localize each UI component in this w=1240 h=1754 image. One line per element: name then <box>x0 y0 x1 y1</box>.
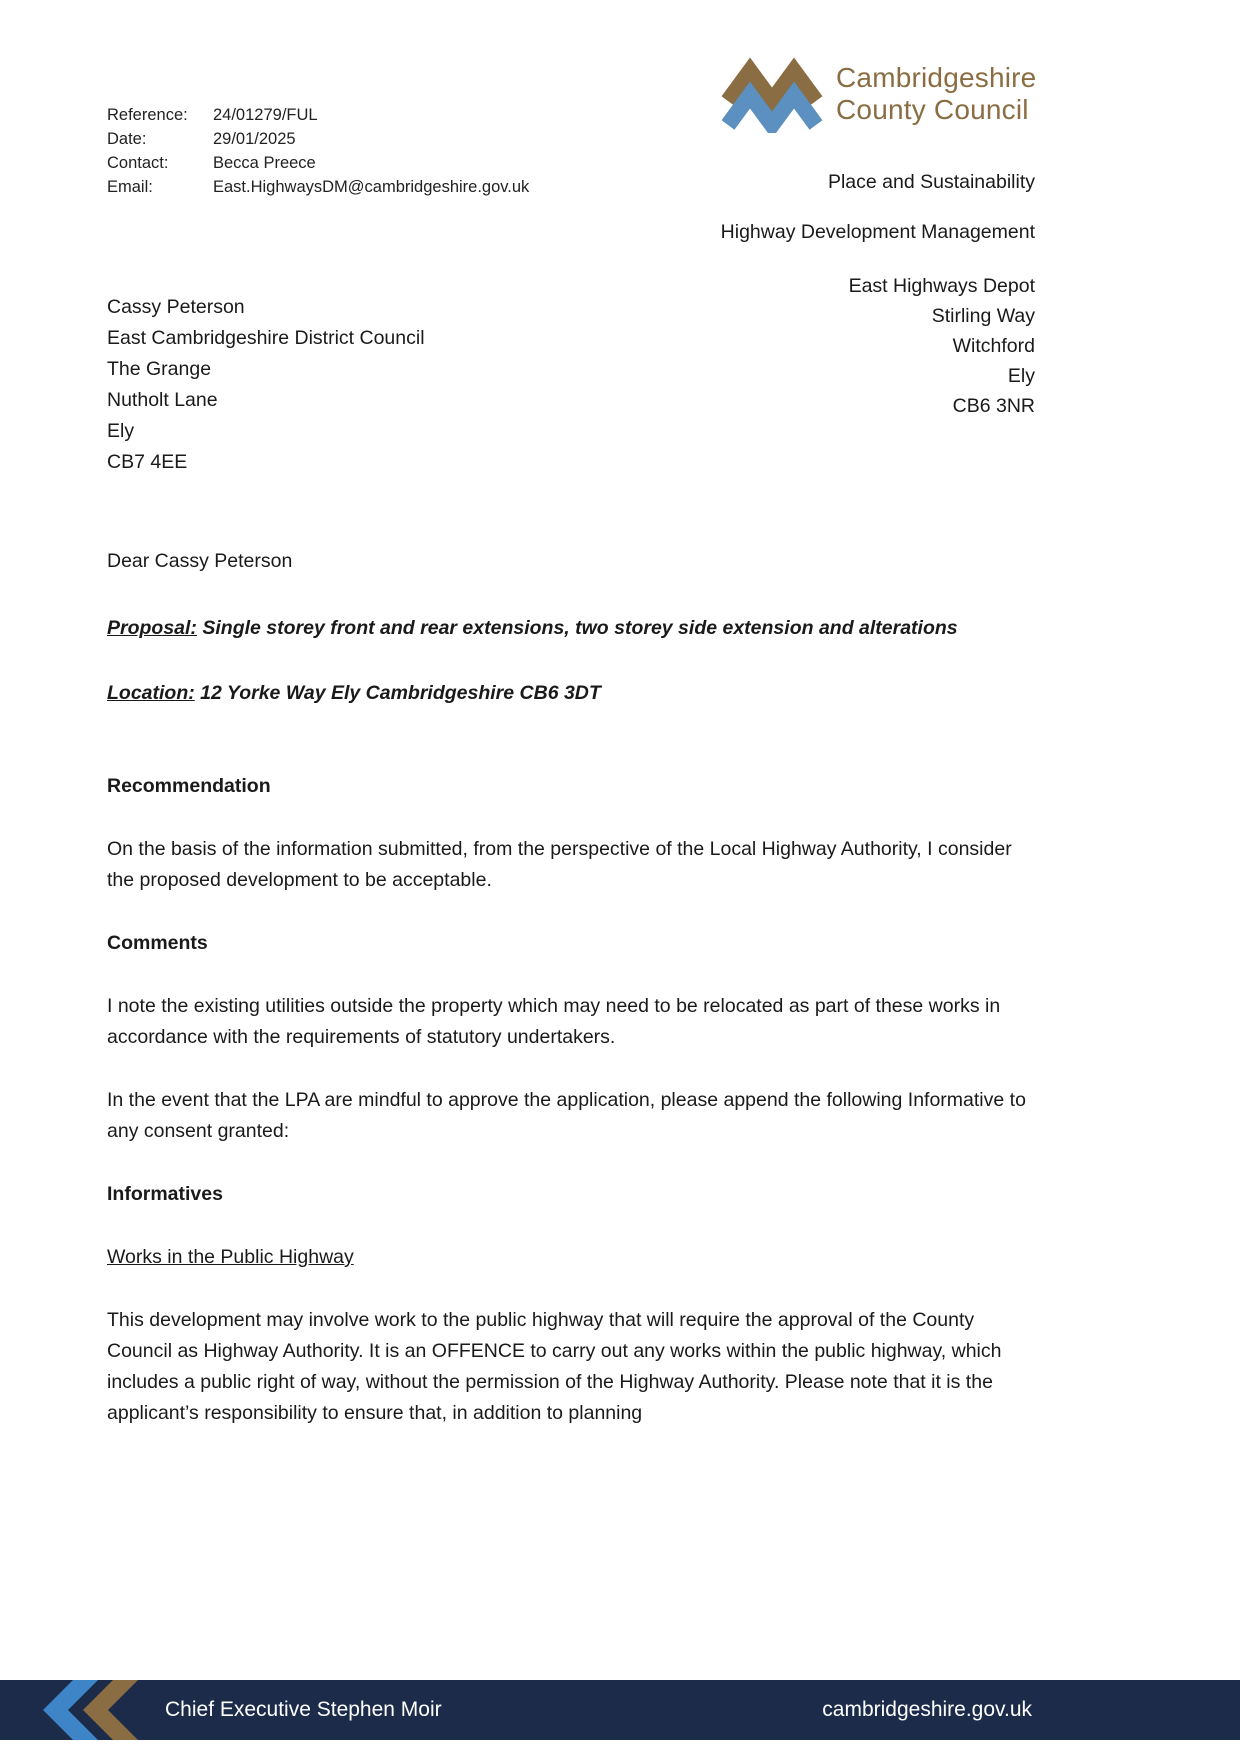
location-label: Location: <box>107 682 195 704</box>
depot-address-line: Witchford <box>952 335 1035 357</box>
reference-label: Reference: <box>107 106 188 124</box>
informative-paragraph: This development may involve work to the public highway that will require the approval of the County Council as Highway Authority. It is an OFFENCE to carry out any works within the public highway, which includes a public right of way, without the permission of the Highway Authority. Please note that it is the applicant’s responsibility to ensure that, in addition to planning <box>107 1309 1002 1424</box>
footer-chief-executive: Chief Executive Stephen Moir <box>165 1698 442 1721</box>
department-line2: Highway Development Management <box>720 221 1035 243</box>
recipient-address-line: The Grange <box>107 358 212 380</box>
email-value: East.HighwaysDM@cambridgeshire.gov.uk <box>213 178 530 196</box>
reference-meta-block <box>107 103 529 199</box>
meta-row-email <box>107 175 529 199</box>
council-logo-zigzag-icon <box>722 55 826 133</box>
council-logo <box>722 55 1036 133</box>
letter-body <box>107 546 1037 1461</box>
informatives-heading: Informatives <box>107 1183 223 1205</box>
council-logo-text <box>836 62 1036 126</box>
location-text: 12 Yorke Way Ely Cambridgeshire CB6 3DT <box>194 682 601 704</box>
email-label: Email: <box>107 178 153 196</box>
depot-address <box>849 271 1035 421</box>
comments-heading: Comments <box>107 932 208 954</box>
proposal-text: Single storey front and rear extensions, two storey side extension and alterations <box>196 617 958 639</box>
contact-label: Contact: <box>107 154 169 172</box>
depot-address-line: Ely <box>1007 365 1035 387</box>
location-line <box>107 678 1037 709</box>
footer-website: cambridgeshire.gov.uk <box>822 1698 1032 1721</box>
department-line1: Place and Sustainability <box>827 171 1035 193</box>
recipient-address-line: Nutholt Lane <box>107 389 218 411</box>
informative-title: Works in the Public Highway <box>107 1246 354 1268</box>
recipient-address <box>107 292 425 478</box>
recipient-address-line: Cassy Peterson <box>107 296 245 318</box>
recipient-address-line: East Cambridgeshire District Council <box>107 327 425 349</box>
recommendation-heading: Recommendation <box>107 775 271 797</box>
date-label: Date: <box>107 130 147 148</box>
footer-bar <box>0 1680 1240 1740</box>
salutation: Dear Cassy Peterson <box>107 550 293 572</box>
recipient-address-line: CB7 4EE <box>107 451 188 473</box>
depot-address-line: East Highways Depot <box>848 275 1035 297</box>
depot-address-line: CB6 3NR <box>952 395 1035 417</box>
date-value: 29/01/2025 <box>213 130 296 148</box>
proposal-label: Proposal: <box>107 617 197 639</box>
council-logo-line1: Cambridgeshire <box>836 62 1037 93</box>
comments-paragraph-2: In the event that the LPA are mindful to approve the application, please append the following Informative to any consent granted: <box>107 1089 1026 1142</box>
recommendation-paragraph: On the basis of the information submitted, from the perspective of the Local Highway Authority, I consider the proposed development to be acceptable. <box>107 838 1012 891</box>
contact-value: Becca Preece <box>213 154 316 172</box>
depot-address-line: Stirling Way <box>931 305 1035 327</box>
proposal-line <box>107 613 1037 644</box>
reference-value: 24/01279/FUL <box>213 106 318 124</box>
meta-row-date <box>107 127 529 151</box>
meta-row-reference <box>107 103 529 127</box>
recipient-address-line: Ely <box>107 420 135 442</box>
meta-row-contact <box>107 151 529 175</box>
comments-paragraph-1: I note the existing utilities outside the property which may need to be relocated as part of these works in accordance with the requirements of statutory undertakers. <box>107 995 1001 1048</box>
council-logo-line2: County Council <box>836 94 1029 125</box>
footer-chevrons-icon <box>18 1680 148 1740</box>
